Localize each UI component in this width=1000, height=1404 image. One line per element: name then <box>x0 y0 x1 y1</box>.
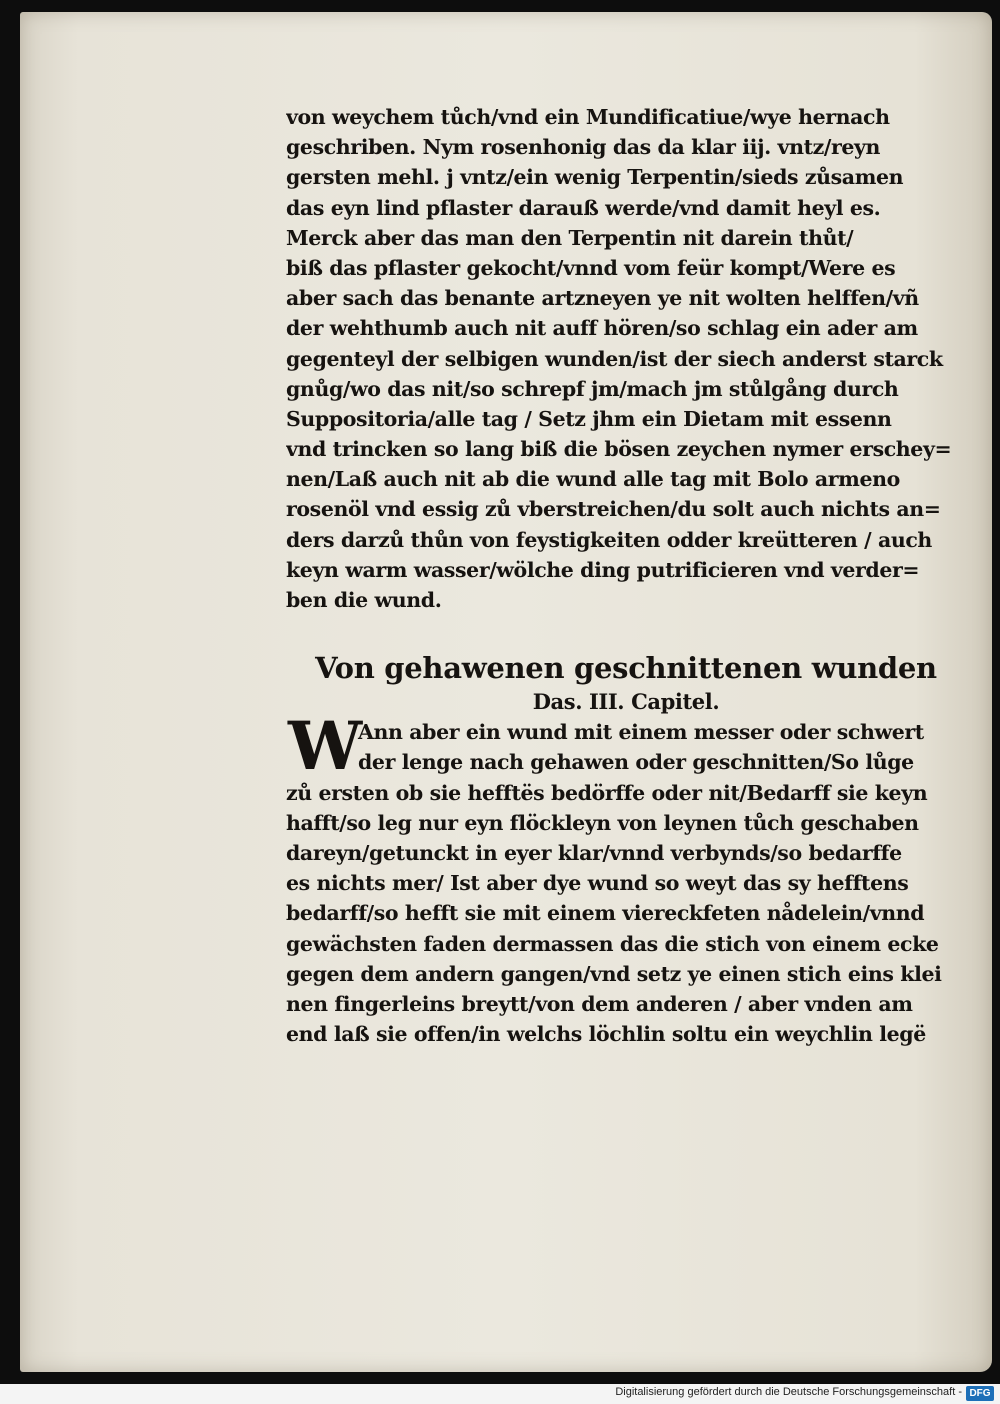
text-line: vnd trincken so lang biß die bösen zeychen nymer erschey= <box>286 437 952 462</box>
text-line: es nichts mer/ Ist aber dye wund so weyt das sy hefftens <box>286 871 909 896</box>
text-line: gersten mehl. j vntz/ein wenig Terpentin/sieds zůsamen <box>286 165 904 190</box>
text-line: der lenge nach gehawen oder geschnitten/So lůge <box>358 750 914 775</box>
text-line: ders darzů thůn von feystigkeiten odder kreütteren / auch <box>286 527 932 552</box>
chapter-heading: Von gehawenen geschnittenen wunden <box>315 651 937 686</box>
dfg-logo[interactable]: DFG <box>966 1386 994 1401</box>
text-line: gegen dem andern gangen/vnd setz ye einen stich eins klei <box>286 961 942 986</box>
text-line: biß das pflaster gekocht/vnnd vom feür kompt/Were es <box>286 255 896 280</box>
text-line: zů ersten ob sie hefftës bedörffe oder nit/Bedarff sie keyn <box>286 780 928 805</box>
text-line: nen fingerleins breytt/von dem anderen / aber vnden am <box>286 991 913 1016</box>
text-line: aber sach das benante artzneyen ye nit wolten helffen/vñ <box>286 286 919 311</box>
text-line: hafft/so leg nur eyn flöckleyn von leynen tůch geschaben <box>286 810 919 835</box>
text-line: rosenöl vnd essig zů vberstreichen/du solt auch nichts an= <box>286 497 941 522</box>
text-line: gewächsten faden dermassen das die stich von einem ecke <box>286 931 939 956</box>
page-text <box>286 102 966 1049</box>
text-line: end laß sie offen/in welchs löchlin soltu ein weychlin legë <box>286 1022 926 1047</box>
text-line: gnůg/wo das nit/so schrepf jm/mach jm stůlgång durch <box>286 376 899 401</box>
text-line: geschriben. Nym rosenhonig das da klar iij. vntz/reyn <box>286 135 881 160</box>
text-line: Suppositoria/alle tag / Setz jhm ein Dietam mit essenn <box>286 406 892 431</box>
text-line: das eyn lind pflaster darauß werde/vnd damit heyl es. <box>286 195 881 220</box>
book-page <box>20 12 992 1372</box>
text-line: dareyn/getunckt in eyer klar/vnnd verbynds/so bedarffe <box>286 840 902 865</box>
text-line: keyn warm wasser/wölche ding putrificieren vnd verder= <box>286 557 920 582</box>
text-line: Merck aber das man den Terpentin nit darein thůt/ <box>286 225 854 250</box>
paragraph-chapter <box>286 707 966 1049</box>
footer-credit: Digitalisierung gefördert durch die Deutsche Forschungsgemeinschaft - <box>615 1386 962 1398</box>
text-line: von weychem tůch/vnd ein Mundificatiue/wye hernach <box>286 105 890 129</box>
text-line: ben die wund. <box>286 588 442 612</box>
drop-initial: W <box>288 707 362 786</box>
text-line: bedarff/so hefft sie mit einem viereckfeten nådelein/vnnd <box>286 901 925 926</box>
text-line: der wehthumb auch nit auff hören/so schlag ein ader am <box>286 316 918 341</box>
paragraph-remedy <box>286 102 966 615</box>
text-line: nen/Laß auch nit ab die wund alle tag mit Bolo armeno <box>286 467 900 492</box>
text-line: Ann aber ein wund mit einem messer oder schwert <box>358 720 924 745</box>
text-line: gegenteyl der selbigen wunden/ist der siech anderst starck <box>286 346 943 371</box>
chapter-number: Das. III. Capitel. <box>532 689 720 715</box>
footer-bar <box>0 1384 1000 1404</box>
